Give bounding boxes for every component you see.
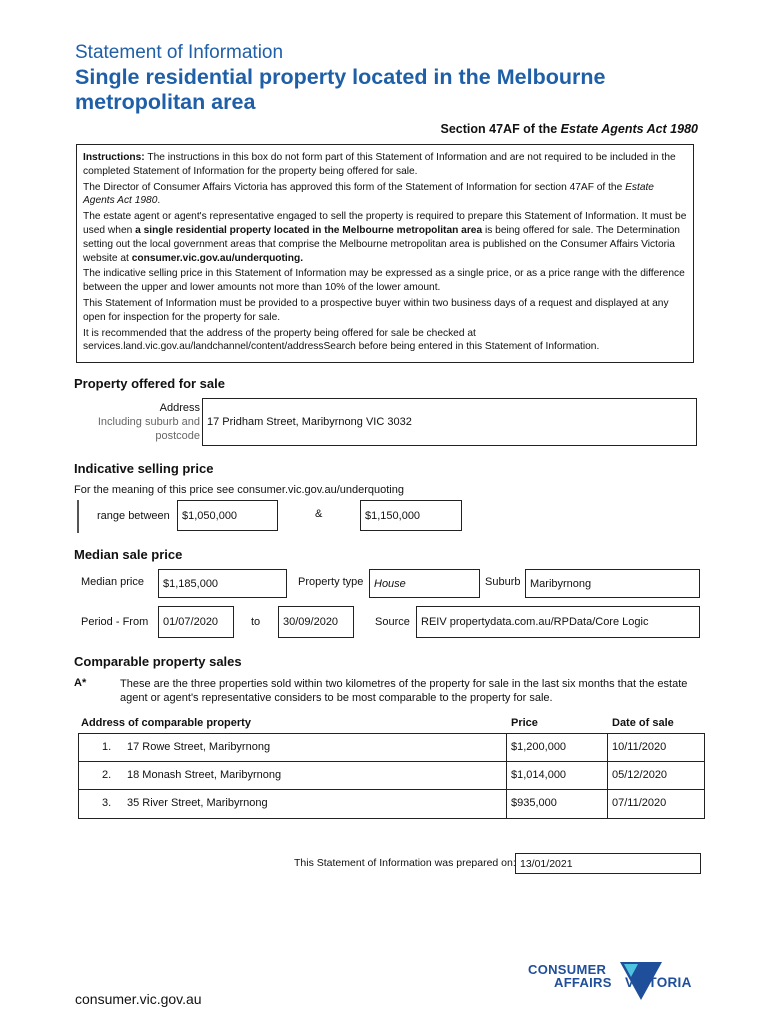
row-price[interactable]: $1,200,000 [511,741,567,753]
instructions-p2-text: The Director of Consumer Affairs Victoria has approved this form of the Statement of Information for section 47AF of the [83,181,626,193]
source-label: Source [375,616,410,628]
comparable-marker: A* [74,677,87,689]
source-field[interactable]: REIV propertydata.com.au/RPData/Core Logic [416,606,700,638]
period-to-label: to [251,616,261,628]
table-line [704,733,705,819]
property-type-field[interactable]: House [369,569,480,598]
table-line [506,733,507,819]
row-date[interactable]: 07/11/2020 [612,797,667,809]
period-from-label: Period - From [81,616,149,628]
row-address[interactable]: 35 River Street, Maribyrnong [127,797,268,809]
row-price[interactable]: $1,014,000 [511,769,567,781]
address-label-line3: postcode [155,430,200,442]
table-line [78,733,705,734]
instructions-p1-text: The instructions in this box do not form part of this Statement of Information and are not required to be included in the completed Statement of Information for the property being offered for sale. [83,152,676,177]
indicative-note: For the meaning of this price see consumer.vic.gov.au/underquoting [74,484,404,496]
instructions-p3-link: consumer.vic.gov.au/underquoting. [131,252,304,264]
comparable-note: These are the three properties sold within two kilometres of the property for sale in the last six months that the estate agent or agent's representative considers to be most comparable to the property for sale. [120,678,688,704]
instructions-p2 [83,181,687,209]
instructions-p4: The indicative selling price in this Statement of Information may be expressed as a single price, or as a price range with the difference between the upper and lower amounts not more than 10% of the lower amount. [83,268,685,294]
row-address[interactable]: 18 Monash Street, Maribyrnong [127,769,282,781]
document-title: Single residential property located in the Melbourne metropolitan area [75,65,606,114]
table-line [78,761,705,762]
median-price-field[interactable]: $1,185,000 [158,569,287,598]
col-price-header: Price [511,717,538,729]
address-label-line2: Including suburb and [97,416,200,428]
row-price[interactable]: $935,000 [511,797,557,809]
logo-line1: CONSUMER [528,962,607,977]
prepared-label: This Statement of Information was prepared on: [294,857,516,869]
row-number: 2. [102,769,112,781]
instructions-p3-bold: a single residential property located in the Melbourne metropolitan area [135,224,483,236]
row-address[interactable]: 17 Rowe Street, Maribyrnong [127,741,271,753]
property-type-label: Property type [298,576,364,588]
instructions-box [76,144,694,363]
consumer-affairs-victoria-logo [528,960,703,1005]
row-date[interactable]: 10/11/2020 [612,741,667,753]
prepared-date-field[interactable]: 13/01/2021 [515,853,701,874]
table-line [78,733,79,819]
median-price-label: Median price [81,576,144,588]
price-low-field[interactable]: $1,050,000 [177,500,278,531]
instructions-p6: It is recommended that the address of the property being offered for sale be checked at services.land.vic.gov.au/landchannel/content/addressSearch before being entered in this Statement of Information. [83,327,600,353]
instructions-p1 [83,151,687,179]
suburb-field[interactable]: Maribyrnong [525,569,700,598]
table-line [78,789,705,790]
comparable-heading: Comparable property sales [74,654,242,669]
instructions-p5: This Statement of Information must be provided to a prospective buyer within two business days of a request and displayed at any open for inspection for the property for sale. [83,297,669,323]
logo-line2: AFFAIRS [554,975,612,990]
address-field[interactable]: 17 Pridham Street, Maribyrnong VIC 3032 [202,398,697,446]
address-label [80,401,200,443]
price-high-field[interactable]: $1,150,000 [360,500,462,531]
logo-line3: VICTORIA [625,975,692,990]
row-number: 3. [102,797,112,809]
section-ref-act: Estate Agents Act 1980 [560,122,698,136]
instructions-label: Instructions: [83,152,145,163]
instructions-p2-end: . [157,195,161,207]
col-date-header: Date of sale [612,717,674,729]
period-to-field[interactable]: 30/09/2020 [278,606,354,638]
instructions-p3 [83,210,687,265]
col-address-header: Address of comparable property [81,717,251,729]
row-number: 1. [102,741,112,753]
document-subtitle: Statement of Information [75,42,284,63]
suburb-label: Suburb [485,576,521,588]
row-date[interactable]: 05/12/2020 [612,769,668,781]
range-ampersand: & [315,508,323,520]
address-label-line1: Address [159,402,200,414]
section-reference [441,122,698,136]
instructions-p3-text: The estate agent or agent's representative engaged to sell the property is required to prepare this Statement of Information. It must be used when [83,211,687,236]
table-line [78,818,705,819]
section-ref-prefix: Section 47AF of the [440,122,561,136]
range-bracket [77,500,79,533]
median-heading: Median sale price [74,547,183,562]
instructions-p2-act: Estate Agents Act 1980 [83,181,654,207]
property-heading: Property offered for sale [74,376,225,391]
indicative-heading: Indicative selling price [74,461,214,476]
period-from-field[interactable]: 01/07/2020 [158,606,234,638]
footer-url[interactable]: consumer.vic.gov.au [75,991,202,1007]
range-label: range between [97,510,170,522]
instructions-p3-mid: is being offered for sale. The Determination setting out the local government areas that comprise the Melbourne metropolitan area is published on the Consumer Affairs Victoria website at [83,224,680,264]
table-line [607,733,608,819]
